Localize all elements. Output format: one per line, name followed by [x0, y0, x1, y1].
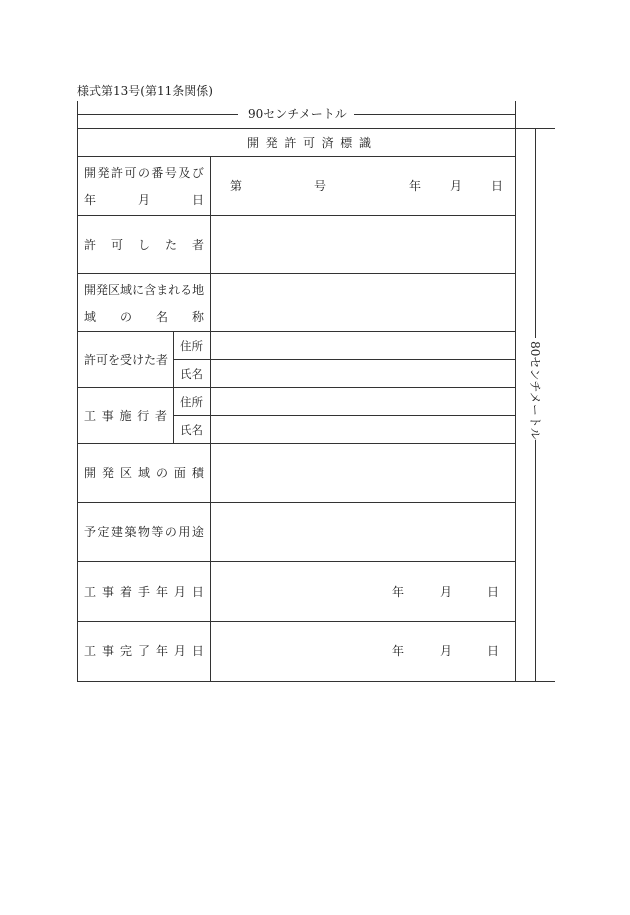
label-column-divider	[210, 156, 211, 681]
title-char: 識	[358, 136, 371, 150]
row-divider-4	[77, 331, 516, 332]
label-char: 行	[137, 409, 150, 423]
row-divider-6	[77, 387, 516, 388]
permit-number-dai: 第	[230, 179, 243, 193]
title-char: 許	[284, 136, 297, 150]
label-char: の	[119, 310, 132, 324]
label-char: 途	[191, 525, 204, 539]
row-divider-9	[77, 502, 516, 503]
label-char: 等	[151, 525, 164, 539]
label-char: の	[137, 166, 150, 180]
label-char: 築	[124, 525, 137, 539]
label-char: び	[191, 166, 204, 180]
height-dimension-line-top	[535, 128, 536, 338]
table-left-border	[77, 101, 78, 681]
label-char: の	[155, 466, 168, 480]
permitter-label	[84, 238, 204, 252]
title-char: 済	[321, 136, 334, 150]
label-char: し	[137, 238, 150, 252]
area-size-label	[84, 466, 204, 480]
building-use-label	[84, 525, 204, 539]
height-dimension-label: 80センチメートル	[527, 340, 542, 440]
label-char: 建	[110, 525, 123, 539]
label-char: 事	[101, 644, 114, 658]
label-char: 号	[164, 166, 177, 180]
row-divider-1	[77, 156, 516, 157]
label-char: 手	[137, 585, 150, 599]
permit-date-month: 月	[450, 179, 463, 193]
label-char: 許	[110, 166, 123, 180]
area-name-label-line1	[84, 283, 204, 297]
label-char: 域	[120, 283, 133, 297]
end-date-day: 日	[487, 644, 500, 658]
label-char: 番	[151, 166, 164, 180]
height-dimension-line-bottom	[535, 440, 536, 681]
permittee-label: 許可を受けた者	[84, 353, 169, 367]
permit-number-label-line1	[84, 166, 204, 180]
label-char: 発	[97, 166, 110, 180]
width-dimension-label: 90センチメートル	[248, 107, 347, 121]
label-char: 発	[101, 466, 114, 480]
label-char: 日	[191, 644, 204, 658]
label-char: 工	[84, 409, 97, 423]
sign-title	[247, 136, 371, 150]
label-char: 含	[144, 283, 157, 297]
label-char: れ	[168, 283, 181, 297]
end-date-label	[84, 644, 204, 658]
label-char: 及	[178, 166, 191, 180]
label-char: 者	[191, 238, 204, 252]
label-char: 了	[137, 644, 150, 658]
table-top-border	[77, 128, 516, 129]
label-char: 発	[96, 283, 109, 297]
label-char: 区	[119, 466, 132, 480]
label-char: 定	[97, 525, 110, 539]
label-char: 年	[155, 644, 168, 658]
label-char: ま	[156, 283, 169, 297]
row-divider-8	[77, 443, 516, 444]
label-char: 施	[119, 409, 132, 423]
row-divider-5	[173, 359, 516, 360]
label-char: 積	[191, 466, 204, 480]
label-char: 域	[137, 466, 150, 480]
label-char: 日	[191, 193, 204, 207]
label-char: 開	[84, 466, 97, 480]
row-divider-10	[77, 561, 516, 562]
label-char: 許	[84, 238, 97, 252]
start-date-day: 日	[487, 585, 500, 599]
permittee-name-label: 氏名	[180, 367, 203, 381]
permit-number-label-line2	[84, 193, 204, 207]
label-char: 地	[192, 283, 205, 297]
constructor-name-label: 氏名	[180, 423, 203, 437]
start-date-month: 月	[440, 585, 453, 599]
row-divider-7	[173, 415, 516, 416]
permit-date-year: 年	[409, 179, 422, 193]
start-date-label	[84, 585, 204, 599]
table-bottom-border	[77, 681, 555, 682]
row-divider-11	[77, 621, 516, 622]
label-char: 日	[191, 585, 204, 599]
title-char: 開	[247, 136, 260, 150]
label-char: 月	[173, 644, 186, 658]
label-char: 工	[84, 644, 97, 658]
label-char: 事	[101, 585, 114, 599]
label-char: 着	[119, 585, 132, 599]
permit-date-day: 日	[491, 179, 504, 193]
end-date-year: 年	[392, 644, 405, 658]
height-dimension-label-wrap	[522, 340, 548, 440]
label-char: 完	[119, 644, 132, 658]
label-char: 事	[101, 409, 114, 423]
constructor-address-label: 住所	[180, 395, 203, 409]
label-char: 用	[178, 525, 191, 539]
label-char: に	[132, 283, 145, 297]
label-char: 予	[84, 525, 97, 539]
label-char: 年	[155, 585, 168, 599]
title-char: 標	[340, 136, 353, 150]
label-char: 名	[155, 310, 168, 324]
title-char: 発	[265, 136, 278, 150]
label-char: 区	[108, 283, 121, 297]
label-char: の	[164, 525, 177, 539]
title-char: 可	[302, 136, 315, 150]
row-divider-3	[77, 273, 516, 274]
row-divider-2	[77, 215, 516, 216]
permittee-address-label: 住所	[180, 339, 203, 353]
constructor-label	[84, 409, 167, 423]
label-char: 称	[191, 310, 204, 324]
area-name-label-line2	[84, 310, 204, 324]
sublabel-column-divider	[173, 331, 174, 443]
label-char: 月	[173, 585, 186, 599]
label-char: 開	[84, 283, 97, 297]
label-char: 面	[173, 466, 186, 480]
label-char: 物	[137, 525, 150, 539]
label-char: 可	[124, 166, 137, 180]
start-date-year: 年	[392, 585, 405, 599]
label-char: 月	[137, 193, 150, 207]
label-char: 開	[84, 166, 97, 180]
label-char: 可	[110, 238, 123, 252]
label-char: 年	[84, 193, 97, 207]
label-char: 者	[154, 409, 167, 423]
table-right-border	[515, 101, 516, 681]
label-char: る	[180, 283, 193, 297]
label-char: た	[164, 238, 177, 252]
label-char: 域	[84, 310, 97, 324]
form-caption: 様式第13号(第11条関係)	[77, 84, 213, 98]
end-date-month: 月	[440, 644, 453, 658]
label-char: 工	[84, 585, 97, 599]
permit-number-go: 号	[314, 179, 327, 193]
